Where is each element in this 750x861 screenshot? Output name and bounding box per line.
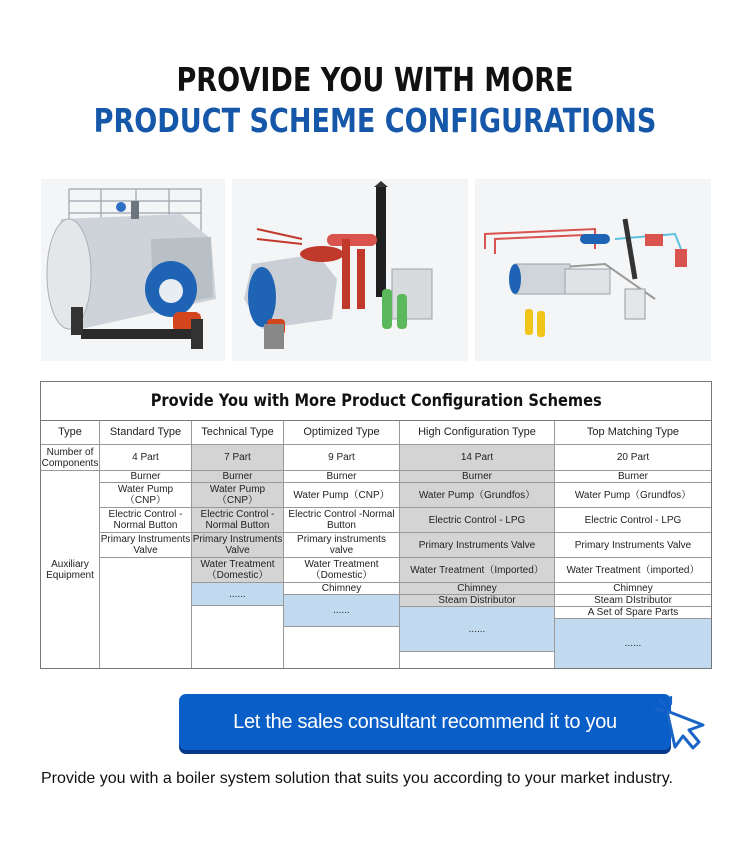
- header-top-matching-type: Top Matching Type: [555, 421, 711, 445]
- top-item: Water Treatment（imported）: [555, 558, 711, 583]
- top-item: Water Pump（Grundfos）: [555, 483, 711, 508]
- top-item: Primary Instruments Valve: [555, 533, 711, 558]
- high-item: Primary Instruments Valve: [400, 533, 555, 558]
- top-item: Electric Control - LPG: [555, 508, 711, 533]
- pointer-click-icon: [651, 695, 711, 755]
- high-item: Electric Control - LPG: [400, 508, 555, 533]
- row-label-components: Number of Components: [41, 445, 100, 471]
- high-item: Chimney: [400, 583, 555, 595]
- optimized-item: Burner: [284, 471, 400, 483]
- sales-consultant-button-label: Let the sales consultant recommend it to you: [233, 710, 617, 733]
- components-technical: 7 Part: [192, 445, 284, 471]
- top-item: Chimney: [555, 583, 711, 595]
- high-item: Steam Distributor: [400, 595, 555, 607]
- optimized-item: Chimney: [284, 583, 400, 595]
- optimized-item: Electric Control -Normal Button: [284, 508, 400, 533]
- boiler-piping-schematic-image: [475, 179, 711, 361]
- standard-item: Primary Instruments Valve: [100, 534, 191, 556]
- optimized-item: Water Treatment （Domestic）: [284, 558, 400, 583]
- optimized-more: ......: [284, 595, 400, 627]
- row-label-auxiliary: Auxiliary Equipment: [41, 471, 100, 668]
- high-item: Water Treatment（Imported）: [400, 558, 555, 583]
- standard-item: Burner: [100, 471, 192, 483]
- components-optimized: 9 Part: [284, 445, 400, 471]
- header-type: Type: [41, 421, 100, 445]
- technical-item: Burner: [192, 471, 284, 483]
- high-item: Water Pump（Grundfos）: [400, 483, 555, 508]
- components-standard: 4 Part: [100, 445, 192, 471]
- high-more: ......: [400, 607, 555, 652]
- table-title: Provide You with More Product Configuration Schemes: [41, 382, 711, 421]
- header-high-configuration-type: High Configuration Type: [400, 421, 555, 445]
- technical-item: Electric Control - Normal Button: [192, 508, 284, 533]
- header-standard-type: Standard Type: [100, 421, 192, 445]
- boiler-system-with-chimney-image: [232, 179, 468, 361]
- high-empty: [400, 652, 555, 668]
- technical-item: Water Pump （CNP）: [192, 483, 284, 508]
- technical-item: Primary Instruments Valve: [192, 534, 283, 556]
- components-top: 20 Part: [555, 445, 711, 471]
- headline-line-1: PROVIDE YOU WITH MORE: [176, 60, 574, 99]
- top-item: A Set of Spare Parts: [555, 607, 711, 619]
- optimized-item: Water Pump（CNP）: [284, 483, 400, 508]
- header-technical-type: Technical Type: [192, 421, 284, 445]
- high-item: Burner: [400, 471, 555, 483]
- optimized-empty: [284, 627, 400, 668]
- top-more: ......: [555, 619, 711, 668]
- footer-description: Provide you with a boiler system solution that suits you according to your market industry.: [41, 770, 673, 787]
- standard-item: Electric Control - Normal Button: [100, 508, 192, 533]
- technical-more: ......: [192, 583, 284, 606]
- boiler-unit-image: [41, 179, 225, 361]
- top-item: Burner: [555, 471, 711, 483]
- standard-empty: [100, 558, 192, 668]
- optimized-item: Primary instruments valve: [284, 533, 400, 558]
- sales-consultant-button[interactable]: [179, 694, 671, 750]
- technical-item: Water Treatment （Domestic）: [192, 558, 284, 583]
- standard-item: Water Pump （CNP）: [100, 483, 192, 508]
- components-high: 14 Part: [400, 445, 555, 471]
- headline-line-2: PRODUCT SCHEME CONFIGURATIONS: [93, 101, 657, 140]
- top-item: Steam DIstributor: [555, 595, 711, 607]
- header-optimized-type: Optimized Type: [284, 421, 400, 445]
- technical-empty: [192, 606, 284, 668]
- configuration-table: [40, 381, 712, 669]
